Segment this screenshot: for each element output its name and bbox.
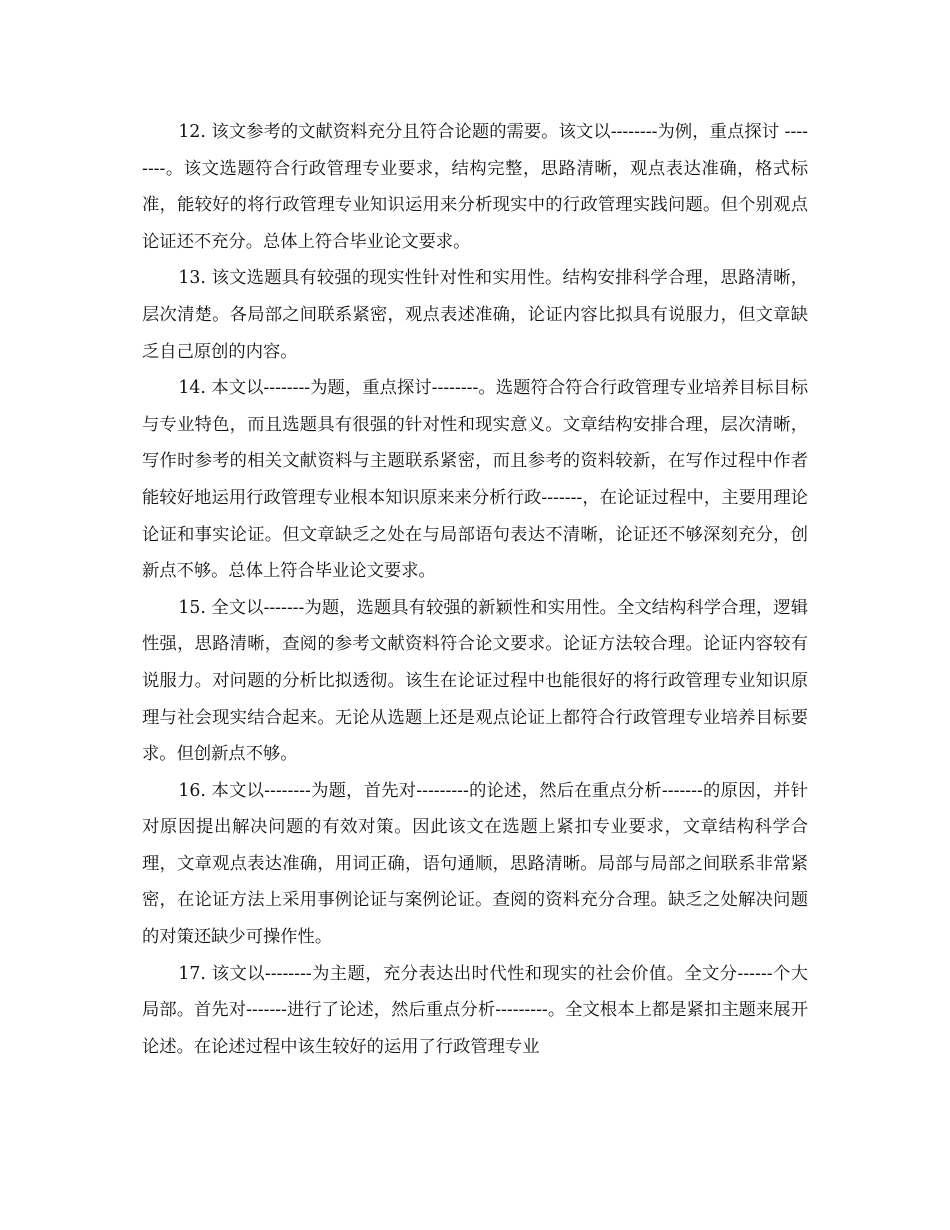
paragraph-13: 13. 该文选题具有较强的现实性针对性和实用性。结构安排科学合理，思路清晰，层次清楚。各局部之间联系紧密，观点表述准确，论证内容比拟具有说服力，但文章缺乏自己原创的内容。	[142, 268, 808, 362]
paragraph-17: 17. 该文以--------为主题，充分表达出时代性和现实的社会价值。全文分------个大局部。首先对-------进行了论述，然后重点分析---------。全文根本上都是紧扣主题来展开论述。在论述过程中该生较好的运用了行政管理专业	[142, 963, 808, 1057]
document-body	[142, 114, 808, 1065]
paragraph-12: 12. 该文参考的文献资料充分且符合论题的需要。该文以--------为例，重点探讨 --------。该文选题符合行政管理专业要求，结构完整，思路清晰，观点表达准确，格式标准，能较好的将行政管理专业知识运用来分析现实中的行政管理实践问题。但个别观点论证还不充分。总体上符合毕业论文要求。	[142, 122, 808, 252]
paragraph-15: 15. 全文以-------为题，选题具有较强的新颖性和实用性。全文结构科学合理，逻辑性强，思路清晰，查阅的参考文献资料符合论文要求。论证方法较合理。论证内容较有说服力。对问题的分析比拟透彻。该生在论证过程中也能很好的将行政管理专业知识原理与社会现实结合起来。无论从选题上还是观点论证上都符合行政管理专业培养目标要求。但创新点不够。	[142, 597, 808, 765]
paragraph-16: 16. 本文以--------为题，首先对---------的论述，然后在重点分析-------的原因，并针对原因提出解决问题的有效对策。因此该文在选题上紧扣专业要求，文章结构科学合理，文章观点表达准确，用词正确，语句通顺，思路清晰。局部与局部之间联系非常紧密，在论证方法上采用事例论证与案例论证。查阅的资料充分合理。缺乏之处解决问题的对策还缺少可操作性。	[142, 780, 808, 948]
paragraph-14: 14. 本文以--------为题，重点探讨--------。选题符合符合行政管理专业培养目标目标与专业特色，而且选题具有很强的针对性和现实意义。文章结构安排合理，层次清晰，写作时参考的相关文献资料与主题联系紧密，而且参考的资料较新，在写作过程中作者能较好地运用行政管理专业根本知识原来来分析行政-------，在论证过程中，主要用理论论证和事实论证。但文章缺乏之处在与局部语句表达不清晰，论证还不够深刻充分，创新点不够。总体上符合毕业论文要求。	[142, 378, 808, 582]
